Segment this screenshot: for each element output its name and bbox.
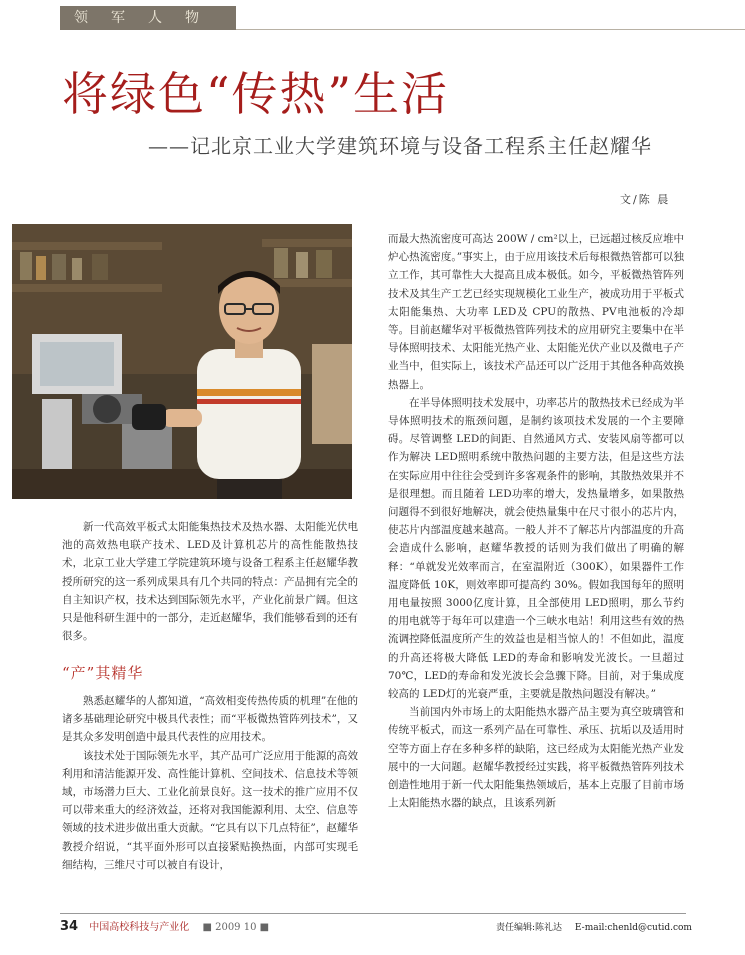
left-column-body xyxy=(62,692,358,874)
body-paragraph: 在半导体照明技术发展中，功率芯片的散热技术已经成为半导体照明技术的瓶颈问题，是制约该项技术发展的一个主要障碍。尽管调整 LED的间距、自然通风方式、安装风扇等都可以作为解决 LED照明系统中散热问题的主要方法，但是这些方法在实际应用中往往会受到许多客观条件的影响，其散热效果并不是很理想。而且随着 LED功率的增大，发热量增多，如果散热问题得不到很好地解决，就会使热量集中在尺寸很小的芯片内，使芯片内部温度越来越高。一般人并不了解芯片内部温度的升高会造成什么影响，赵耀华教授的话则为我们做出了明确的解释：“单就发光效率而言，在室温附近（300K），如果器件工作温度降低 10K，则效率即可提高约 30%。假如我国每年的照明用电量按照 3000亿度计算，且全部使用 LED照明，那么节约的用电就等于每年可以建造一个三峡水电站！利用这些有效的热流调控降低温度所产生的效益也是相当惊人的！不但如此，温度的升高还将极大降低 LED的寿命和影响发光波长。一旦超过 70℃，LED的寿命和发光波长会急骤下降。目前，对于集成度较高的 LED灯的光衰严重，主要就是散热问题没有解决。” xyxy=(388,396,684,701)
editor-email: E-mail:chenld@cutid.com xyxy=(574,923,692,933)
footer-right xyxy=(496,920,692,933)
author-byline: 文/陈 晨 xyxy=(620,193,671,206)
editor-credit: 责任编辑:陈礼达 xyxy=(496,923,563,933)
section-divider xyxy=(236,29,745,30)
issue-date: ■ 2009 10 ■ xyxy=(202,922,270,933)
intro-text: 新一代高效平板式太阳能集热技术及热水器、太阳能光伏电池的高效热电联产技术、LED及计算机芯片的高性能散热技术，北京工业大学建工学院建筑环境与设备工程系主任赵耀华教授所研究的这一系列成果具有几个共同的特点：产品拥有完全的自主知识产权，技术达到国际领先水平，产业化前景广阔。但这只是他科研生涯中的一部分，走近赵耀华，我们能够看到的还有很多。 xyxy=(62,521,358,643)
section-heading: “产”其精华 xyxy=(62,664,144,682)
footer-left xyxy=(60,918,269,934)
body-paragraph: 熟悉赵耀华的人都知道，“高效相变传热传质的机理”在他的诸多基础理论研究中极具代表性；而“平板微热管阵列技术”，又是其众多发明创造中最具代表性的应用技术。 xyxy=(62,695,358,744)
publication-name: 中国高校科技与产业化 xyxy=(89,922,190,933)
body-paragraph: 当前国内外市场上的太阳能热水器产品主要为真空玻璃管和传统平板式，而这一系列产品在可靠性、承压、抗垢以及适用时空等方面上存在多种多样的缺陷，这已经成为太阳能光热产业发展中的一大问题。赵耀华教授经过实践，将平板微热管阵列技术创造性地用于新一代太阳能集热领域后，基本上克服了目前市场上太阳能热水器的缺点，且该系列新 xyxy=(388,706,684,810)
article-subtitle: ——记北京工业大学建筑环境与设备工程系主任赵耀华 xyxy=(148,134,652,158)
portrait-photo xyxy=(12,224,352,499)
section-label: 领军人物 xyxy=(60,6,236,30)
intro-paragraph xyxy=(62,518,358,645)
body-paragraph: 该技术处于国际领先水平，其产品可广泛应用于能源的高效利用和清洁能源开发、高性能计算机、空间技术、信息技术等领域，市场潜力巨大、工业化前景良好。这一技术的推广应用不仅可以带来重大的经济效益，还将对我国能源利用、太空、信息等领域的技术进步做出重大贡献。“它具有以下几点特征”，赵耀华教授介绍说，“其平面外形可以直接紧贴换热面，内部可实现毛细结构，三维尺寸可以被自有设计， xyxy=(62,749,358,871)
right-column-body xyxy=(388,230,684,813)
page-number: 34 xyxy=(60,919,79,934)
article-title: 将绿色“传热”生活 xyxy=(62,67,450,121)
footer-divider xyxy=(60,913,686,914)
body-paragraph: 而最大热流密度可高达 200W / cm²以上，已远超过核反应堆中炉心热流密度。”事实上，由于应用该技术后每根微热管都可以独立工作，其可靠性大大提高且成本极低。如今，平板微热管阵列技术及其生产工艺已经实现规模化工业生产，被成功用于平板式太阳能集热、大功率 LED及 CPU的散热、PV电池板的冷却等。目前赵耀华对平板微热管阵列技术的应用研究主要集中在半导体照明技术、太阳能光热产业、太阳能光伏产业以及微电子产业当中，但实际上，该技术产品还可以广泛用于其他各种高效换热器上。 xyxy=(388,233,684,391)
